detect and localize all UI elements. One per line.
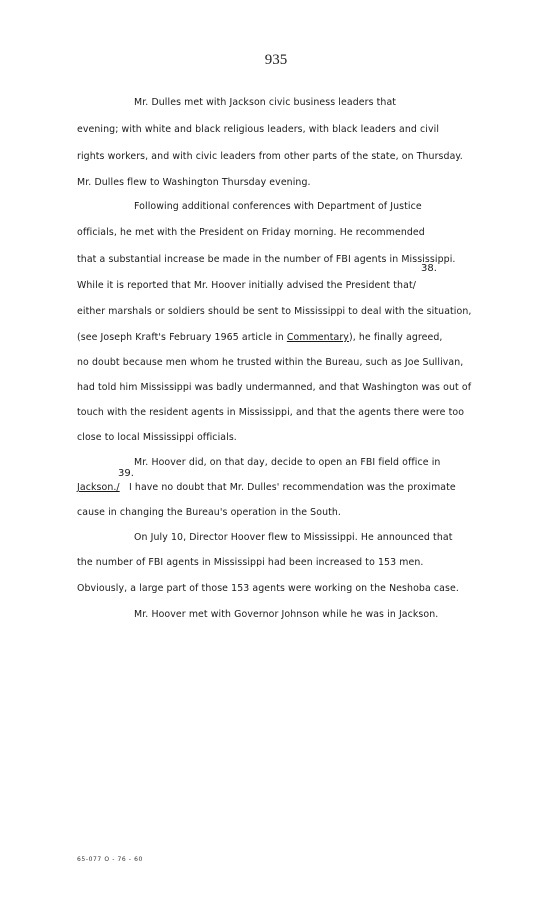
text-line [77,332,443,344]
text-line: officials, he met with the President on Friday morning. He recommended [77,227,425,238]
text-line [77,482,456,494]
commentary-title: Commentary [286,332,349,343]
text-line: close to local Mississippi officials. [77,432,237,443]
text-line: that a substantial increase be made in the number of FBI agents in Mississippi. [77,254,456,265]
text-segment: ), he finally agreed, [348,332,443,343]
printer-footer: 65-077 O - 76 - 60 [77,856,143,863]
text-line: had told him Mississippi was badly undermanned, and that Washington was out of [77,382,472,393]
footnote-marker-39: 39. [118,468,134,479]
text-line: On July 10, Director Hoover flew to Mississippi. He announced that [134,532,453,543]
footnote-marker-38: 38. [421,263,437,274]
text-segment: I have no doubt that Mr. Dulles' recommendation was the proximate [128,482,456,493]
text-line: touch with the resident agents in Mississippi, and that the agents there were too [77,407,465,418]
text-line: Following additional conferences with Department of Justice [134,201,422,212]
text-line: Obviously, a large part of those 153 agents were working on the Neshoba case. [77,583,459,594]
text-line: Mr. Dulles flew to Washington Thursday evening. [77,177,311,188]
text-line: rights workers, and with civic leaders from other parts of the state, on Thursday. [77,151,463,162]
text-line: cause in changing the Bureau's operation in the South. [77,507,342,518]
page-number: 935 [264,52,288,68]
text-line: While it is reported that Mr. Hoover initially advised the President that/ [77,280,416,291]
jackson-underlined: Jackson./ [77,482,120,493]
text-line: Mr. Dulles met with Jackson civic business leaders that [134,97,397,108]
text-line: no doubt because men whom he trusted within the Bureau, such as Joe Sullivan, [77,357,464,368]
text-line: the number of FBI agents in Mississippi had been increased to 153 men. [77,557,424,568]
text-line: either marshals or soldiers should be sent to Mississippi to deal with the situation, [77,306,472,317]
text-line: evening; with white and black religious leaders, with black leaders and civil [77,124,440,135]
text-line: Mr. Hoover did, on that day, decide to open an FBI field office in [134,457,441,468]
text-segment: (see Joseph Kraft's February 1965 article in [77,332,287,343]
text-line: Mr. Hoover met with Governor Johnson while he was in Jackson. [134,609,439,620]
